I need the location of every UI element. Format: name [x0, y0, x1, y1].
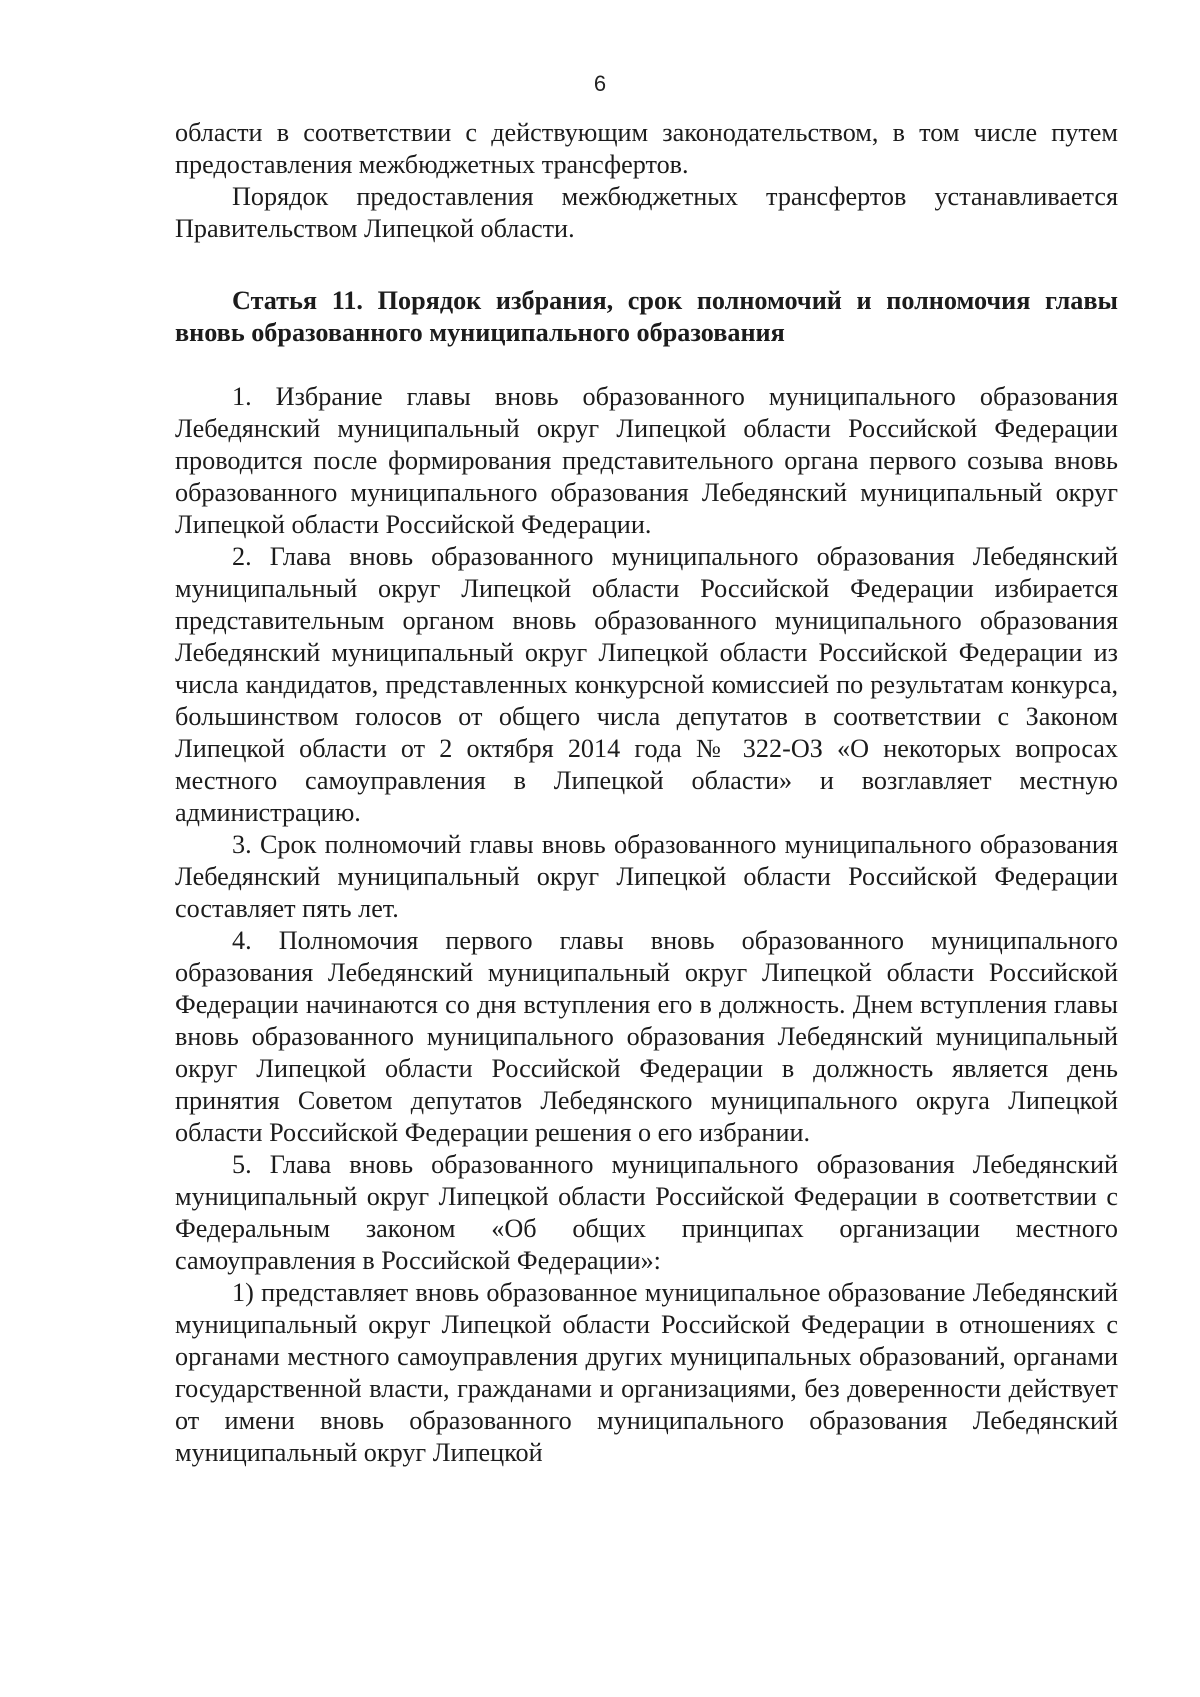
- article-subitem-1: 1) представляет вновь образованное муниципальное образование Лебедянский муниципальный округ Липецкой области Российской Федерации в отношениях с органами местного самоуправления других муниципальных образований, органами государственной власти, гражданами и организациями, без доверенности действует от имени вновь образованного муниципального образования Лебедянский муниципальный округ Липецкой: [175, 1278, 1118, 1467]
- spacer: [175, 349, 1118, 381]
- article-paragraph-1: 1. Избрание главы вновь образованного муниципального образования Лебедянский муниципальный округ Липецкой области Российской Федерации проводится после формирования представительного органа первого созыва вновь образованного муниципального образования Лебедянский муниципальный округ Липецкой области Российской Федерации.: [175, 382, 1118, 539]
- article-paragraph-5: 5. Глава вновь образованного муниципального образования Лебедянский муниципальный округ Липецкой области Российской Федерации в соответствии с Федеральным законом «Об общих принципах организации местного самоуправления в Российской Федерации»:: [175, 1150, 1118, 1275]
- paragraph-transfers-procedure: Порядок предоставления межбюджетных трансфертов устанавливается Правительством Липецкой области.: [175, 182, 1118, 243]
- paragraph-continuation: области в соответствии с действующим законодательством, в том числе путем предоставления межбюджетных трансфертов.: [175, 118, 1118, 179]
- article-heading: Статья 11. Порядок избрания, срок полномочий и полномочия главы вновь образованного муниципального образования: [175, 286, 1118, 347]
- article-paragraph-4: 4. Полномочия первого главы вновь образованного муниципального образования Лебедянский муниципальный округ Липецкой области Российской Федерации начинаются со дня вступления его в должность. Днем вступления главы вновь образованного муниципального образования Лебедянский муниципальный округ Липецкой области Российской Федерации в должность является день принятия Советом депутатов Лебедянского муниципального округа Липецкой области Российской Федерации решения о его избрании.: [175, 926, 1118, 1147]
- spacer: [175, 245, 1118, 285]
- article-paragraph-2: 2. Глава вновь образованного муниципального образования Лебедянский муниципальный округ Липецкой области Российской Федерации избирается представительным органом вновь образованного муниципального образования Лебедянский муниципальный округ Липецкой области Российской Федерации из числа кандидатов, представленных конкурсной комиссией по результатам конкурса, большинством голосов от общего числа депутатов в соответствии с Законом Липецкой области от 2 октября 2014 года № 322-ОЗ «О некоторых вопросах местного самоуправления в Липецкой области» и возглавляет местную администрацию.: [175, 542, 1118, 827]
- article-paragraph-3: 3. Срок полномочий главы вновь образованного муниципального образования Лебедянский муниципальный округ Липецкой области Российской Федерации составляет пять лет.: [175, 830, 1118, 923]
- document-body: [175, 117, 1118, 1469]
- page-number: 6: [593, 71, 607, 96]
